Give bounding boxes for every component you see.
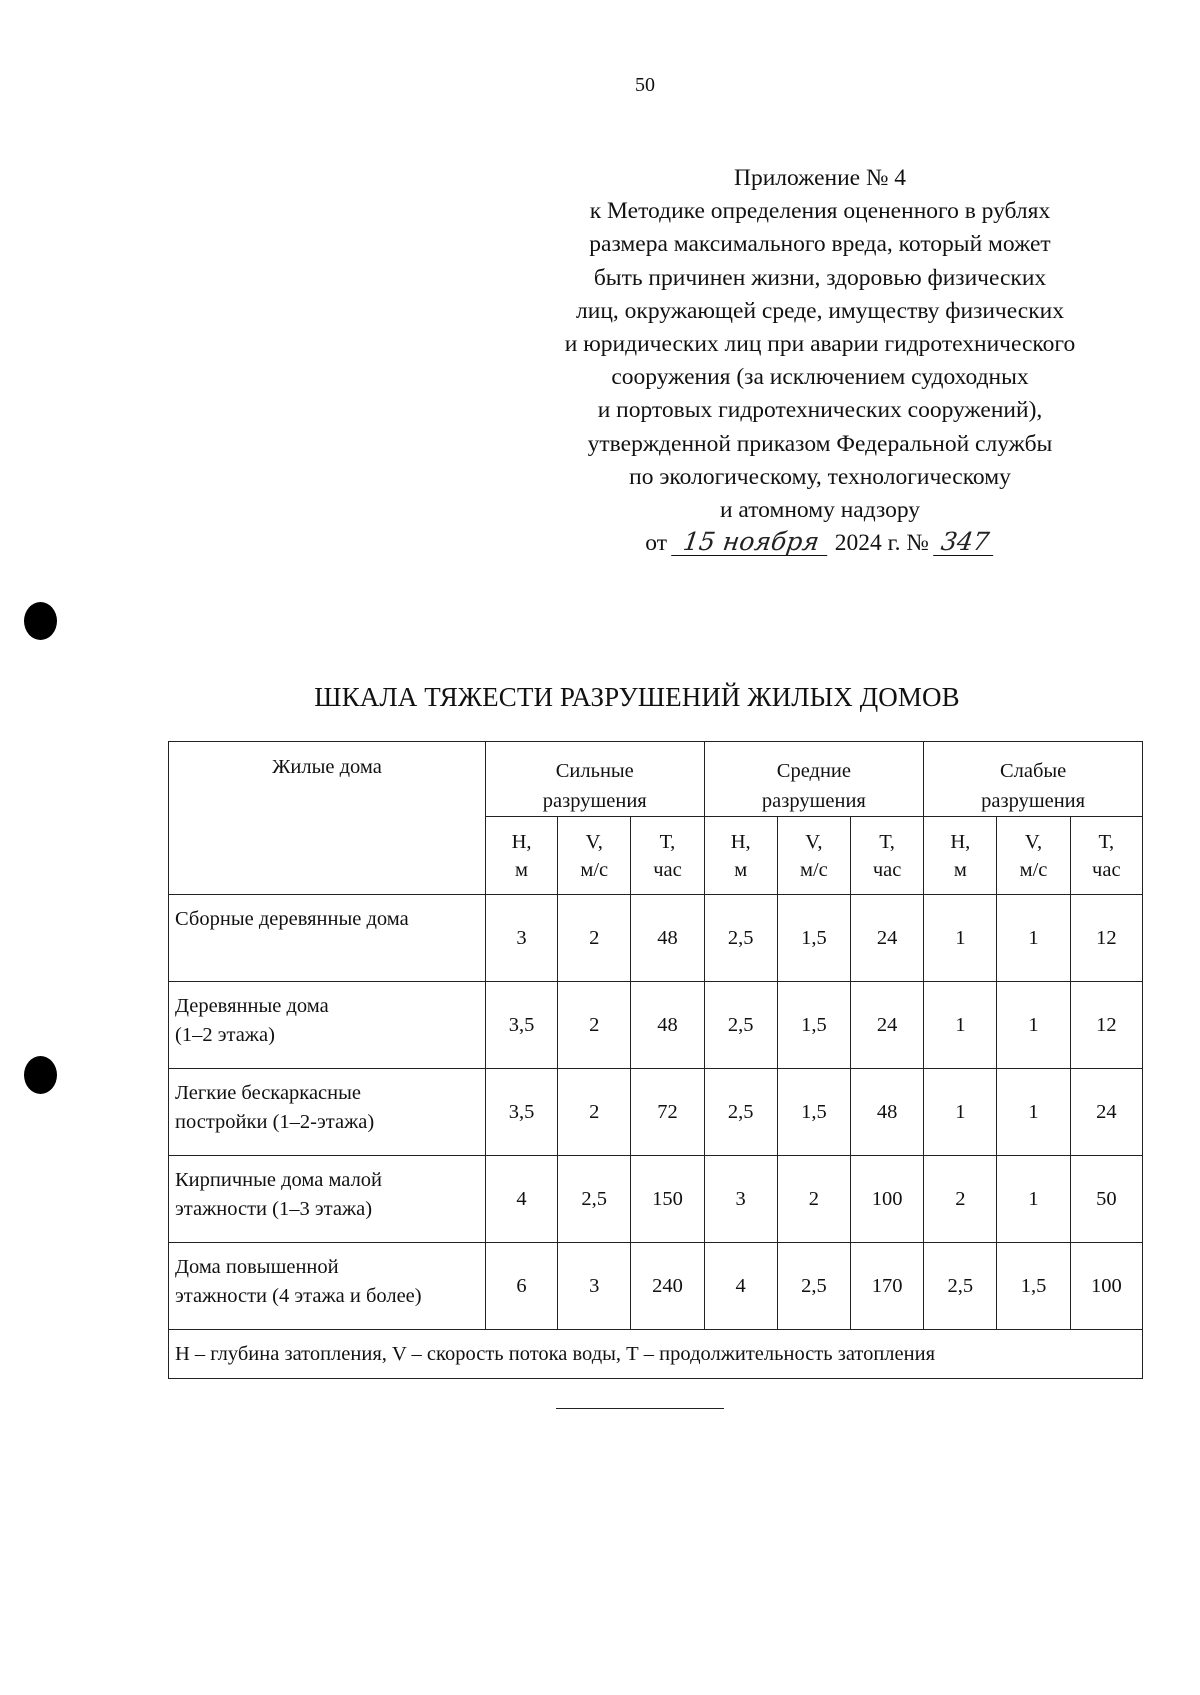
table-footnote-row xyxy=(169,1330,1143,1379)
table-title: ШКАЛА ТЯЖЕСТИ РАЗРУШЕНИЙ ЖИЛЫХ ДОМОВ xyxy=(314,682,960,712)
unit-symbol: V, xyxy=(805,830,823,853)
row-label-line: (1–2 этажа) xyxy=(175,1024,275,1046)
table-cell: 1,5 xyxy=(777,982,850,1069)
unit-symbol: Т, xyxy=(659,830,676,853)
row-label-line: этажности (1–3 этажа) xyxy=(175,1198,373,1220)
table-row xyxy=(169,982,1143,1069)
table-cell: 4 xyxy=(704,1243,777,1330)
unit-symbol: Н, xyxy=(730,830,751,853)
row-label-line: Легкие бескаркасные xyxy=(175,1082,361,1104)
unit-label: м/с xyxy=(1019,858,1048,881)
unit-header-velocity xyxy=(558,817,631,895)
table-cell: 1 xyxy=(997,895,1070,982)
table-cell: 2 xyxy=(924,1156,997,1243)
unit-header-depth xyxy=(485,817,557,895)
table-body xyxy=(169,895,1143,1330)
table-cell: 4 xyxy=(485,1156,557,1243)
year-text: 2024 г. № xyxy=(834,530,929,557)
unit-symbol: Т, xyxy=(1098,830,1115,853)
appendix-header xyxy=(500,162,1140,560)
table-cell: 1 xyxy=(924,1069,997,1156)
table-cell: 2,5 xyxy=(704,895,777,982)
group-header-line: Средние xyxy=(776,760,852,782)
unit-symbol: Т, xyxy=(879,830,895,853)
table-row xyxy=(169,1156,1143,1243)
punch-hole-bottom xyxy=(24,1056,57,1094)
unit-label: м/с xyxy=(580,858,609,881)
group-header-medium xyxy=(704,742,924,817)
table-cell: 2,5 xyxy=(558,1156,631,1243)
table-cell: 12 xyxy=(1070,982,1142,1069)
group-header-line: разрушения xyxy=(761,790,866,812)
table-cell: 24 xyxy=(850,982,923,1069)
group-header-line: Сильные xyxy=(555,760,634,782)
table-cell: 1 xyxy=(997,1156,1070,1243)
row-label xyxy=(169,1243,486,1330)
handwritten-date: 15 ноября xyxy=(671,529,831,556)
table-cell: 1 xyxy=(997,1069,1070,1156)
table-cell: 48 xyxy=(850,1069,923,1156)
unit-header-velocity xyxy=(777,817,850,895)
table-cell: 1,5 xyxy=(777,895,850,982)
unit-label: час xyxy=(653,858,682,881)
table-row xyxy=(169,1069,1143,1156)
unit-label: час xyxy=(872,858,902,881)
group-header-weak xyxy=(924,742,1143,817)
unit-label: м xyxy=(515,858,529,881)
unit-symbol: V, xyxy=(585,830,603,853)
unit-symbol: V, xyxy=(1024,830,1043,853)
table-cell: 2,5 xyxy=(704,1069,777,1156)
row-label-line: Кирпичные дома малой xyxy=(175,1169,383,1191)
date-prefix: от xyxy=(645,530,668,557)
unit-label: м xyxy=(734,858,748,881)
group-header-line: разрушения xyxy=(981,790,1086,812)
row-label xyxy=(169,1069,486,1156)
row-label xyxy=(169,1156,486,1243)
unit-header-depth xyxy=(704,817,777,895)
unit-label: м xyxy=(953,858,967,881)
group-header-severe xyxy=(485,742,704,817)
table-cell: 3 xyxy=(558,1243,631,1330)
order-date-line xyxy=(500,527,1140,560)
table-cell: 72 xyxy=(631,1069,704,1156)
table-cell: 100 xyxy=(850,1156,923,1243)
row-label-line: Деревянные дома xyxy=(175,995,329,1017)
group-header-line: разрушения xyxy=(542,790,647,812)
header-line: лиц, окружающей среде, имуществу физических xyxy=(576,297,1064,324)
unit-header-depth xyxy=(924,817,997,895)
unit-label: час xyxy=(1092,858,1121,881)
table-cell: 2,5 xyxy=(704,982,777,1069)
table-cell: 3 xyxy=(485,895,557,982)
table-footnote: Н – глубина затопления, V – скорость потока воды, Т – продолжительность затопления xyxy=(169,1330,1143,1379)
table-cell: 2 xyxy=(558,982,631,1069)
table-cell: 24 xyxy=(1070,1069,1142,1156)
table-cell: 50 xyxy=(1070,1156,1142,1243)
table-cell: 2 xyxy=(558,1069,631,1156)
handwritten-order-number: 347 xyxy=(933,529,997,556)
header-line: и атомному надзору xyxy=(719,497,921,524)
damage-scale-table xyxy=(168,741,1143,1379)
page-number: 50 xyxy=(635,74,655,96)
unit-header-duration xyxy=(850,817,923,895)
table-cell: 48 xyxy=(631,982,704,1069)
header-line: сооружения (за исключением судоходных xyxy=(611,364,1029,391)
group-header-line: Слабые xyxy=(999,760,1067,782)
table-row xyxy=(169,895,1143,982)
table-row xyxy=(169,1243,1143,1330)
end-divider xyxy=(556,1408,724,1409)
table-cell: 1,5 xyxy=(777,1069,850,1156)
unit-symbol: Н, xyxy=(511,830,532,853)
corner-header: Жилые дома xyxy=(169,742,486,895)
table-cell: 1,5 xyxy=(997,1243,1070,1330)
table-cell: 1 xyxy=(924,982,997,1069)
row-label-line: постройки (1–2-этажа) xyxy=(175,1111,375,1133)
table-group-header-row xyxy=(169,742,1143,817)
table-cell: 2,5 xyxy=(924,1243,997,1330)
row-label-line: Сборные деревянные дома xyxy=(175,908,409,930)
unit-header-duration xyxy=(1070,817,1142,895)
header-line: размера максимального вреда, который может xyxy=(589,231,1051,258)
row-label xyxy=(169,982,486,1069)
table-cell: 100 xyxy=(1070,1243,1142,1330)
header-line: быть причинен жизни, здоровью физических xyxy=(593,264,1047,291)
table-cell: 170 xyxy=(850,1243,923,1330)
row-label-line: этажности (4 этажа и более) xyxy=(175,1285,422,1307)
table-cell: 1 xyxy=(924,895,997,982)
header-line: к Методике определения оцененного в рублях xyxy=(589,198,1051,225)
punch-hole-top xyxy=(24,602,57,640)
row-label xyxy=(169,895,486,982)
row-label-line: Дома повышенной xyxy=(175,1256,339,1278)
table-cell: 3 xyxy=(704,1156,777,1243)
table-cell: 3,5 xyxy=(485,982,557,1069)
table-cell: 48 xyxy=(631,895,704,982)
unit-label: м/с xyxy=(799,858,828,881)
table-cell: 240 xyxy=(631,1243,704,1330)
unit-header-duration xyxy=(631,817,704,895)
header-line: и юридических лиц при аварии гидротехнического xyxy=(564,331,1076,358)
table-cell: 2 xyxy=(558,895,631,982)
table-cell: 2 xyxy=(777,1156,850,1243)
unit-symbol: Н, xyxy=(950,830,971,853)
table-cell: 150 xyxy=(631,1156,704,1243)
appendix-title: Приложение № 4 xyxy=(733,165,907,191)
header-line: и портовых гидротехнических сооружений), xyxy=(597,397,1043,424)
table-cell: 12 xyxy=(1070,895,1142,982)
table-cell: 24 xyxy=(850,895,923,982)
table-cell: 6 xyxy=(485,1243,557,1330)
table-cell: 3,5 xyxy=(485,1069,557,1156)
unit-header-velocity xyxy=(997,817,1070,895)
header-line: утвержденной приказом Федеральной службы xyxy=(587,430,1053,457)
header-line: по экологическому, технологическому xyxy=(629,463,1011,490)
table-cell: 1 xyxy=(997,982,1070,1069)
table-cell: 2,5 xyxy=(777,1243,850,1330)
